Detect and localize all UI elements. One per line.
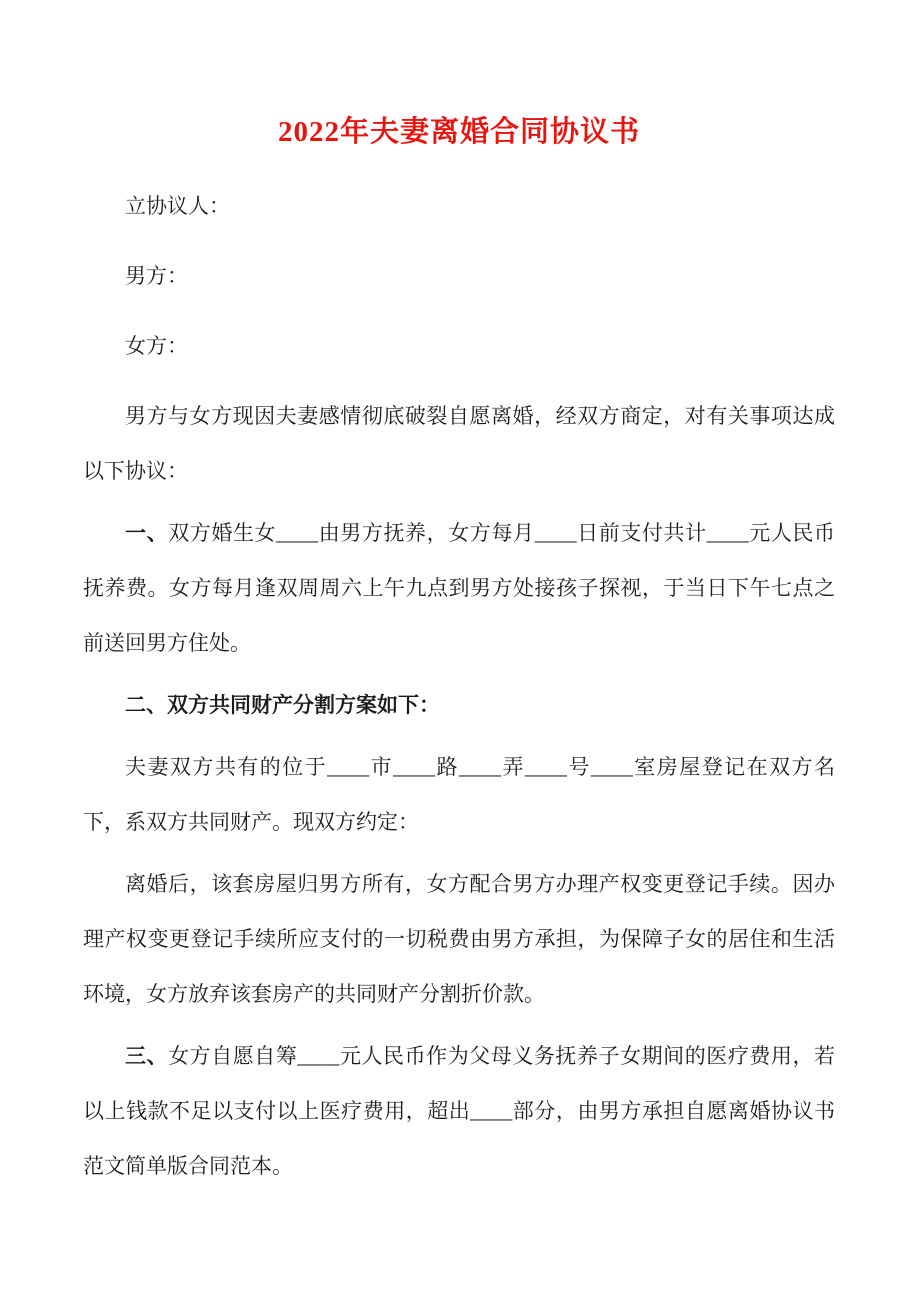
paragraph-preamble <box>83 389 835 499</box>
paragraph-wife-label <box>83 319 835 374</box>
clause-number: 三、 <box>125 1044 169 1068</box>
paragraph-husband-label <box>83 249 835 304</box>
paragraph-text: 夫妻双方共有的位于____市____路____弄____号____室房屋登记在双方名下，系双方共同财产。现双方约定： <box>83 755 835 834</box>
paragraph-text: 双方婚生女____由男方抚养，女方每月____日前支付共计____元人民币抚养费。女方每月逢双周周六上午九点到男方处接孩子探视，于当日下午七点之前送回男方住处。 <box>83 521 836 655</box>
paragraph-text: 立协议人： <box>125 194 230 218</box>
paragraph-property-arrangement <box>83 857 835 1022</box>
paragraph-text: 女方： <box>125 334 188 358</box>
paragraph-text: 离婚后，该套房屋归男方所有，女方配合男方办理产权变更登记手续。因办理产权变更登记手续所应支付的一切税费由男方承担，为保障子女的居住和生活环境，女方放弃该套房产的共同财产分割折价款。 <box>83 872 835 1006</box>
paragraph-text: 男方与女方现因夫妻感情彻底破裂自愿离婚，经双方商定，对有关事项达成以下协议： <box>83 404 835 483</box>
paragraph-parties-intro <box>83 179 835 234</box>
paragraph-clause-1-custody <box>83 506 835 671</box>
heading-clause-2-property-division <box>83 678 835 733</box>
clause-number: 一、 <box>125 521 169 545</box>
document-title: 2022年夫妻离婚合同协议书 <box>277 116 640 148</box>
paragraph-text: 二、双方共同财产分割方案如下： <box>125 693 440 717</box>
paragraph-clause-3-medical-fund <box>83 1029 835 1194</box>
paragraph-text: 女方自愿自筹____元人民币作为父母义务抚养子女期间的医疗费用，若以上钱款不足以支付以上医疗费用，超出____部分，由男方承担自愿离婚协议书范文简单版合同范本。 <box>83 1044 836 1178</box>
paragraph-property-location <box>83 740 835 850</box>
paragraph-text: 男方： <box>125 264 188 288</box>
